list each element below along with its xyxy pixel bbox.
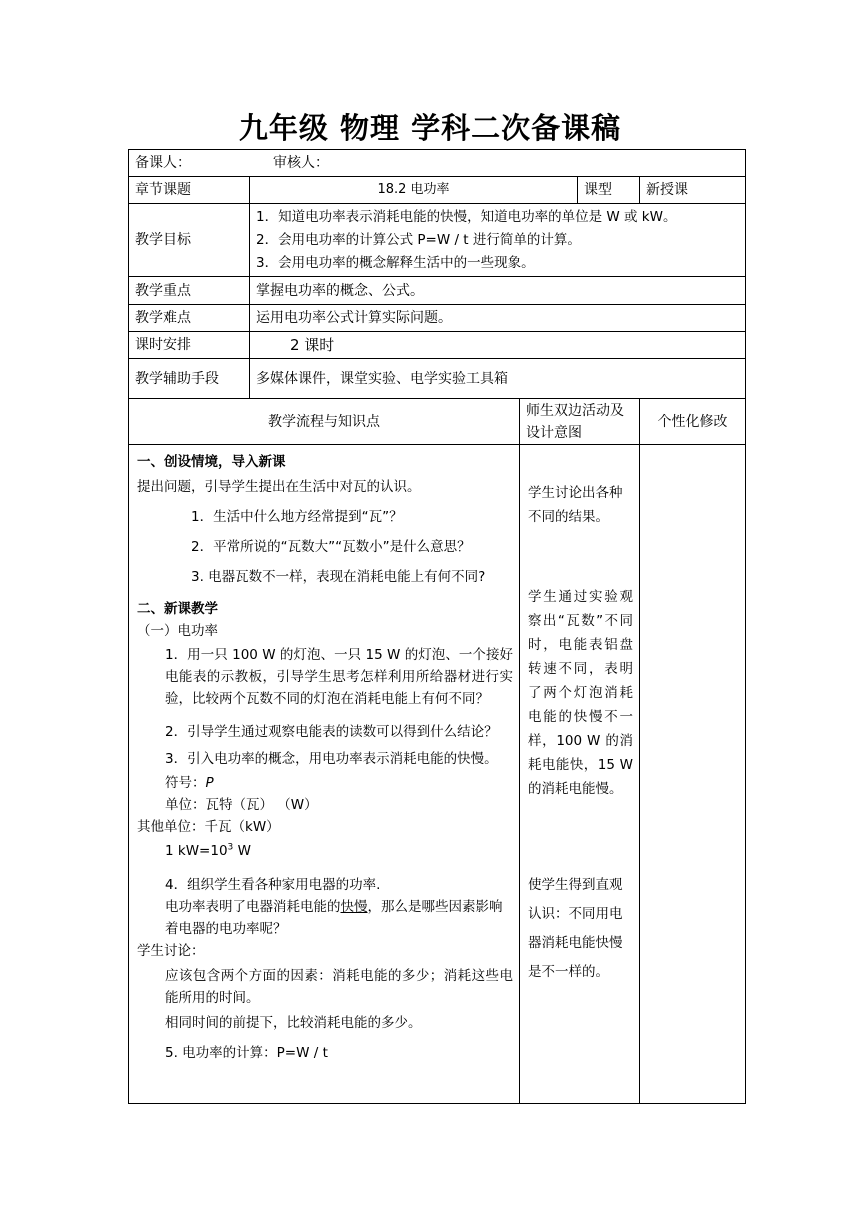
goal-item: 3．会用电功率的概念解释生活中的一些现象。 <box>256 255 535 271</box>
content-row <box>129 445 746 1104</box>
col-flow-header: 教学流程与知识点 <box>129 399 520 445</box>
aids-value: 多媒体课件，课堂实验、电学实验工具箱 <box>250 359 746 399</box>
column-header-row <box>129 399 746 445</box>
hours-label: 课时安排 <box>129 332 250 359</box>
conversion-base: 1 kW=10 <box>165 843 228 859</box>
paragraph-part: 电功率表明了电器消耗电能的 <box>165 899 341 915</box>
goals-row <box>129 204 746 277</box>
type-value: 新授课 <box>640 177 746 204</box>
chapter-label: 章节课题 <box>129 177 250 204</box>
focus-row <box>129 277 746 305</box>
activity-note: 使学生得到直观认识：不同用电器消耗电能快慢是不一样的。 <box>528 877 623 980</box>
paragraph: 1．用一只 100 W 的灯泡、一只 15 W 的灯泡、一个接好电能表的示教板，引导学生思考怎样利用所给器材进行实验，比较两个瓦数不同的灯泡在消耗电能上有何不同？ <box>165 647 513 707</box>
question-item: 3. 电器瓦数不一样，表现在消耗电能上有何不同? <box>191 569 486 585</box>
col-custom-header: 个性化修改 <box>640 399 746 445</box>
goals-label: 教学目标 <box>129 204 250 277</box>
paragraph: 提出问题，引导学生提出在生活中对瓦的认识。 <box>137 479 421 495</box>
lesson-plan-table <box>128 149 746 1104</box>
section-heading: 二、新课教学 <box>137 601 218 617</box>
paragraph: 3．引入电功率的概念，用电功率表示消耗电能的快慢。 <box>165 751 498 767</box>
paragraph-part: ，那么是哪些因素影响着电器的电功率呢？ <box>165 899 503 937</box>
chapter-row <box>129 177 746 204</box>
type-label: 课型 <box>578 177 640 204</box>
conversion-tail: W <box>233 843 251 859</box>
subsection-heading: （一）电功率 <box>137 623 218 639</box>
underlined-word: 快慢 <box>340 899 368 915</box>
symbol-value: P <box>205 775 214 791</box>
symbol-label: 符号： <box>165 775 206 791</box>
goal-item: 2．会用电功率的计算公式 P=W / t 进行简单的计算。 <box>256 232 581 248</box>
preparer-label: 备课人： <box>135 155 191 171</box>
section-heading: 一、创设情境，导入新课 <box>137 454 286 470</box>
reviewer-label: 审核人： <box>273 155 329 171</box>
paragraph <box>137 896 513 940</box>
difficulty-label: 教学难点 <box>129 305 250 332</box>
paragraph: 相同时间的前提下，比较消耗电能的多少。 <box>165 1015 422 1031</box>
aids-row <box>129 359 746 399</box>
hours-value: 2 课时 <box>250 332 746 359</box>
difficulty-value: 运用电功率公式计算实际问题。 <box>250 305 746 332</box>
activity-cell <box>520 445 640 1104</box>
conversion-line <box>137 840 513 862</box>
focus-label: 教学重点 <box>129 277 250 305</box>
activity-note: 学生讨论出各种不同的结果。 <box>528 485 623 525</box>
unit-line: 单位：瓦特（瓦） （W） <box>165 797 318 813</box>
paragraph: 4．组织学生看各种家用电器的功率. <box>165 877 381 893</box>
discussion-label: 学生讨论： <box>137 943 205 959</box>
flow-cell <box>129 445 520 1104</box>
preparer-row <box>129 150 746 177</box>
custom-cell <box>640 445 746 1104</box>
question-item: 2．平常所说的“瓦数大”“瓦数小”是什么意思？ <box>191 539 471 555</box>
goal-item: 1．知道电功率表示消耗电能的快慢，知道电功率的单位是 W 或 kW。 <box>256 209 677 225</box>
activity-note: 学生通过实验观察出“瓦数”不同时，电能表铝盘转速不同，表明了两个灯泡消耗电能的快慢不一样，100 W 的消耗电能快，15 W 的消耗电能慢。 <box>528 589 633 797</box>
chapter-value: 18.2 电功率 <box>250 177 578 204</box>
goals-cell <box>250 204 746 277</box>
focus-value: 掌握电功率的概念、公式。 <box>250 277 746 305</box>
conversion-exponent: 3 <box>227 842 234 853</box>
paragraph: 应该包含两个方面的因素：消耗电能的多少；消耗这些电能所用的时间。 <box>165 968 513 1006</box>
paragraph: 2．引导学生通过观察电能表的读数可以得到什么结论？ <box>165 724 498 740</box>
page-title: 九年级 物理 学科二次备课稿 <box>238 111 622 145</box>
difficulty-row <box>129 305 746 332</box>
symbol-line <box>137 772 513 794</box>
other-unit-line: 其他单位：千瓦（kW） <box>137 819 280 835</box>
formula-line: 5. 电功率的计算：P=W / t <box>165 1045 328 1061</box>
question-item: 1．生活中什么地方经常提到“瓦”？ <box>191 509 403 525</box>
col-activity-header: 师生双边活动及设计意图 <box>520 399 640 445</box>
aids-label: 教学辅助手段 <box>129 359 250 399</box>
hours-row <box>129 332 746 359</box>
